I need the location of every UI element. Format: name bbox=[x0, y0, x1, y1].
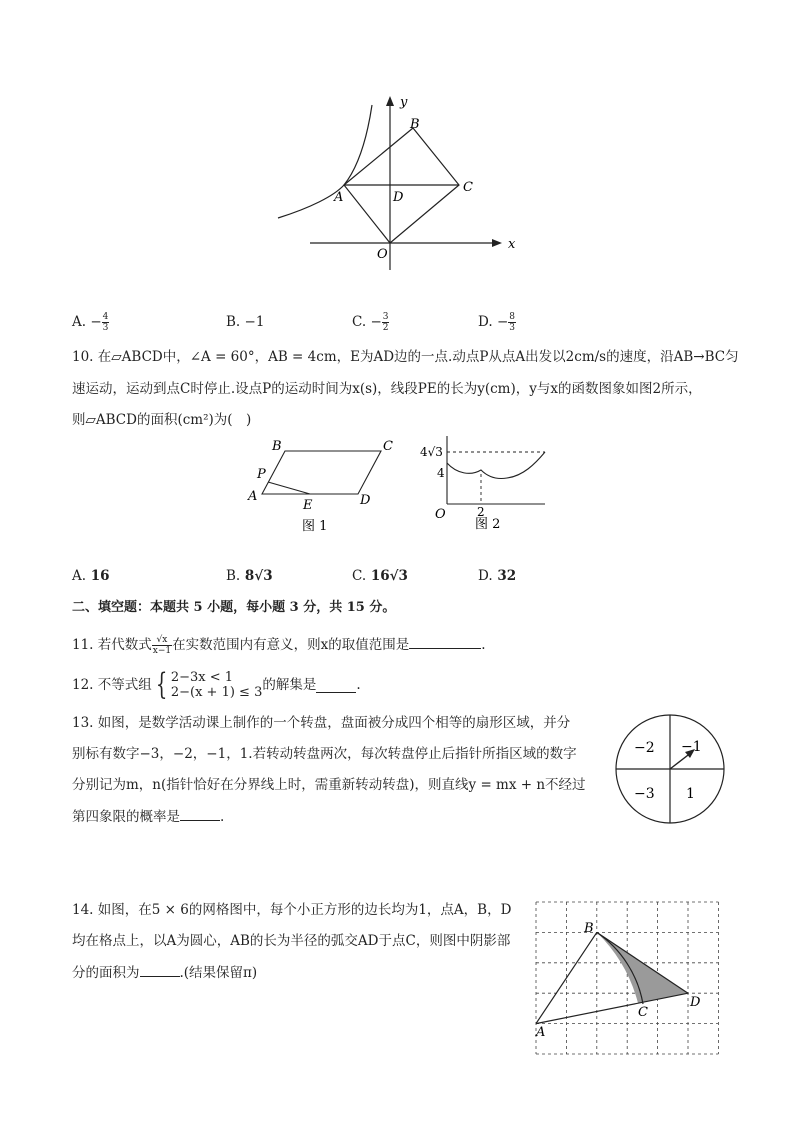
q9-option-c[interactable]: C. − $\frac{3}{2}$ bbox=[352, 312, 389, 333]
spinner-sector-bottom-right: 1 bbox=[686, 786, 695, 802]
q13-line1: 13. 如图，是数学活动课上制作的一个转盘，盘面被分成四个相等的扇形区域，并分 bbox=[72, 715, 571, 731]
label-4: 4 bbox=[437, 466, 445, 480]
label-a: A bbox=[334, 190, 344, 205]
figure2-caption: 图 2 bbox=[475, 517, 501, 532]
hyperbola-curve bbox=[278, 105, 372, 218]
label-b: B bbox=[410, 117, 420, 132]
q11-answer-blank[interactable] bbox=[409, 634, 481, 649]
q9-option-d[interactable]: D. − $\frac{8}{3}$ bbox=[478, 312, 515, 333]
label-o: O bbox=[435, 507, 446, 522]
q13-spinner bbox=[608, 712, 732, 826]
label-a: A bbox=[248, 489, 258, 504]
label-e: E bbox=[303, 498, 313, 513]
q10-figure2 bbox=[415, 432, 555, 537]
label-p: P bbox=[257, 467, 266, 482]
label-o: O bbox=[377, 247, 388, 262]
label-d: D bbox=[690, 995, 701, 1010]
x-axis-arrow-icon bbox=[492, 239, 502, 247]
label-x: x bbox=[508, 237, 516, 252]
brace: { bbox=[155, 667, 168, 702]
y-axis-arrow-icon bbox=[386, 96, 394, 106]
q10-line1: 10. 在▱ABCD中，∠A = 60°，AB = 4cm，E为AD边的一点.动点P从点A出发以2cm/s的速度，沿AB→BC匀 bbox=[72, 349, 739, 365]
section2-heading: 二、填空题：本题共 5 小题，每小题 3 分，共 15 分。 bbox=[72, 600, 396, 615]
segment-pe bbox=[268, 482, 310, 494]
label-y: y bbox=[400, 95, 408, 110]
label-d: D bbox=[393, 190, 404, 205]
q10-option-b[interactable]: B. 8√3 bbox=[226, 568, 273, 584]
label-d: D bbox=[360, 493, 371, 508]
q14-grid-figure bbox=[528, 896, 728, 1066]
q9-figure bbox=[270, 90, 530, 280]
q10-line2: 速运动，运动到点C时停止.设点P的运动时间为x(s)，线段PE的长为y(cm)，y与x的函数图象如图2所示， bbox=[72, 381, 702, 397]
q9-option-b[interactable]: B. −1 bbox=[226, 314, 265, 330]
segment-ad bbox=[536, 993, 688, 1023]
q10-figure1 bbox=[240, 436, 410, 536]
spinner-sector-bottom-left: −3 bbox=[634, 786, 655, 802]
q10-option-c[interactable]: C. 16√3 bbox=[352, 568, 408, 584]
q10-option-a[interactable]: A. 16 bbox=[72, 568, 110, 584]
label-c: C bbox=[638, 1005, 648, 1020]
label-2: 2 bbox=[477, 505, 485, 519]
parallelogram-abcd bbox=[262, 451, 381, 494]
q14-answer-blank[interactable] bbox=[140, 962, 180, 977]
spinner-sector-top-left: −2 bbox=[634, 740, 655, 756]
q12: 12. 不等式组 { 2−3x < 1 2−(x + 1) ≤ 3 的解集是 . bbox=[72, 667, 361, 702]
label-c: C bbox=[383, 439, 393, 454]
dashed-grid bbox=[536, 902, 718, 1054]
q13-line2: 别标有数字−3，−2，−1，1.若转动转盘两次，每次转盘停止后指针所指区域的数字 bbox=[72, 746, 577, 762]
label-4sqrt3: 4√3 bbox=[420, 445, 443, 459]
label-c: C bbox=[463, 180, 473, 195]
q10-option-d[interactable]: D. 32 bbox=[478, 568, 517, 584]
q13-line3: 分别记为m，n(指针恰好在分界线上时，需重新转动转盘)，则直线y = mx + n不经过 bbox=[72, 777, 586, 793]
spinner-sector-top-right: −1 bbox=[681, 739, 702, 755]
q11: 11. 若代数式 $\frac{√x}{x-1}$ 在实数范围内有意义，则x的取值范围是 . bbox=[72, 635, 486, 656]
q13-line4: 第四象限的概率是 . bbox=[72, 806, 224, 827]
q10-line3: 则▱ABCD的面积(cm²)为( ) bbox=[72, 412, 252, 428]
q9-option-a[interactable]: A. − $\frac{4}{3}$ bbox=[72, 312, 109, 333]
graph-curve bbox=[447, 452, 545, 479]
label-b: B bbox=[272, 439, 282, 454]
label-a: A bbox=[536, 1025, 546, 1040]
q13-answer-blank[interactable] bbox=[180, 806, 220, 821]
figure1-caption: 图 1 bbox=[302, 519, 328, 534]
q14-line3: 分的面积为 .(结果保留π) bbox=[72, 962, 257, 983]
q14-line2: 均在格点上，以A为圆心，AB的长为半径的弧交AD于点C，则图中阴影部 bbox=[72, 933, 511, 949]
label-b: B bbox=[584, 921, 594, 936]
q12-answer-blank[interactable] bbox=[316, 678, 356, 693]
q14-line1: 14. 如图，在5 × 6的网格图中，每个小正方形的边长均为1，点A，B，D bbox=[72, 902, 512, 918]
